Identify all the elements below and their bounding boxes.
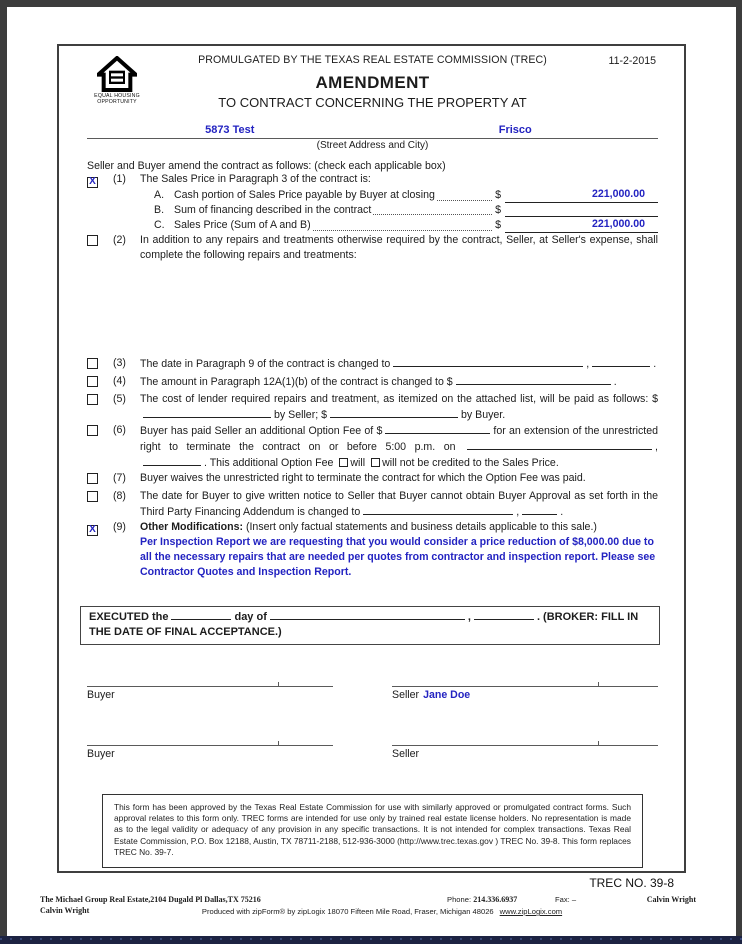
option-year-blank-field[interactable] [143, 455, 201, 466]
brokerage-name: The Michael Group Real Estate,2104 Dugald Pl Dallas,TX 75216 [40, 895, 261, 904]
executed-year-blank[interactable] [474, 609, 534, 620]
intro-line: Seller and Buyer amend the contract as follows: (check each applicable box) [87, 160, 446, 172]
paragraph-5-text-3: by Buyer. [461, 408, 506, 421]
paragraph-1-number: (1) [113, 173, 126, 185]
paragraph-2-number: (2) [113, 233, 126, 246]
paragraph-8 [87, 489, 658, 520]
period: . [653, 357, 657, 370]
document-page [7, 7, 736, 938]
will-not-label: will [382, 456, 397, 469]
produced-by-block [142, 907, 622, 916]
paragraph-2-text: In addition to any repairs and treatments otherwise required by the contract, Seller, at Seller's expense, shall complete the following repairs and treatments: [140, 233, 658, 261]
logo-caption-line2: OPPORTUNITY [97, 99, 137, 105]
executed-day-blank[interactable] [171, 609, 231, 620]
other-modifications-entry[interactable]: Per Inspection Report we are requesting that you would consider a price reduction of $8,000.00 due to all the necessary repairs that are needed per quotes from contractor and inspection report. Please see Contractor Quotes and Inspection Report. [140, 535, 656, 578]
checkbox-3[interactable] [87, 358, 98, 369]
option-date-blank-field[interactable] [467, 439, 652, 450]
fax-label: Fax: [555, 895, 570, 904]
row-c-text: Sales Price (Sum of A and B) [174, 219, 311, 231]
ziplogix-link[interactable]: www.zipLogix.com [499, 907, 563, 916]
paragraph-6-text-4: not be credited to the Sales Price. [399, 456, 559, 469]
address-caption: (Street Address and City) [316, 140, 429, 151]
paragraph-7 [87, 471, 658, 489]
form-subtitle: TO CONTRACT CONCERNING THE PROPERTY AT [218, 95, 527, 110]
fax-block [555, 895, 576, 904]
paragraph-9-number: (9) [113, 520, 126, 533]
fax-value: – [571, 895, 577, 904]
phone-label: Phone: [447, 895, 472, 904]
property-address-line [87, 124, 658, 139]
buyer-1-label: Buyer [87, 688, 115, 701]
checkbox-1[interactable] [87, 177, 98, 188]
form-title: AMENDMENT [315, 73, 430, 92]
paragraph-1-text: The Sales Price in Paragraph 3 of the contract is: [140, 173, 371, 185]
viewer-bottom-bar [0, 936, 742, 944]
option-fee-blank-field[interactable] [385, 423, 490, 434]
footer-line-2 [7, 906, 736, 918]
cash-portion-field[interactable]: 221,000.00 [505, 187, 658, 203]
equal-housing-house-icon [97, 56, 137, 92]
approval-date-blank-field[interactable] [363, 504, 513, 515]
equal-housing-logo [91, 56, 143, 105]
paragraph-4 [87, 374, 658, 392]
approval-year-blank-field[interactable] [522, 504, 557, 515]
repairs-entry-area[interactable] [87, 263, 658, 356]
sales-price-row-b [154, 203, 658, 218]
row-a-label: A. [154, 189, 165, 201]
produced-by-text: Produced with zipForm® by zipLogix 18070 Fifteen Mile Road, Fraser, Michigan 48026 [201, 907, 494, 916]
paragraph-7-text: Buyer waives the unrestricted right to terminate the contract for which the Option Fee was paid. [140, 471, 586, 484]
paragraph-1 [87, 172, 658, 233]
paragraph-6-text-2: for an extension of the unrestricted right to terminate the contract on or before 5:00 p.m. on [140, 424, 658, 453]
paragraph-5-text-1: The cost of lender required repairs and treatment, as itemized on the attached list, will be paid as follows: $ [140, 392, 658, 405]
paragraph-6-number: (6) [113, 423, 126, 436]
date-blank-field[interactable] [393, 356, 583, 367]
seller-name-value[interactable]: Jane Doe [423, 688, 471, 701]
paragraph-6 [87, 423, 658, 471]
signature-row-1 [87, 673, 658, 701]
paragraph-4-text: The amount in Paragraph 12A(1)(b) of the contract is changed to $ [140, 375, 453, 388]
buyer-2-signature-line[interactable] [87, 732, 333, 746]
seller-2-signature-line[interactable] [392, 732, 658, 746]
paragraph-3-text: The date in Paragraph 9 of the contract is changed to [140, 357, 391, 370]
row-b-label: B. [154, 203, 165, 216]
paragraph-8-number: (8) [113, 489, 126, 502]
checkbox-will-not[interactable] [371, 458, 380, 467]
dotted-leader [313, 222, 492, 231]
sales-price-row-c [154, 217, 658, 233]
checkbox-9[interactable] [87, 525, 98, 536]
sales-price-row-a [154, 187, 658, 203]
checkbox-8[interactable] [87, 491, 98, 502]
comma: , [467, 610, 471, 623]
checkbox-9-mark: X [89, 523, 96, 535]
buyer-cost-blank-field[interactable] [330, 407, 458, 418]
period: . [613, 375, 617, 388]
checkbox-5[interactable] [87, 394, 98, 405]
paragraph-3 [87, 356, 658, 374]
buyer-1-signature-line[interactable] [87, 673, 333, 687]
checkbox-2[interactable] [87, 235, 98, 246]
city-value[interactable]: Frisco [498, 124, 532, 136]
checkbox-will[interactable] [339, 458, 348, 467]
checkbox-7[interactable] [87, 473, 98, 484]
dollar-sign: $ [495, 189, 501, 201]
seller-cost-blank-field[interactable] [143, 407, 271, 418]
paragraph-4-number: (4) [113, 374, 126, 387]
seller-1-signature-line[interactable] [392, 673, 658, 687]
period: . [560, 505, 564, 518]
comma: , [655, 440, 658, 453]
row-a-text: Cash portion of Sales Price payable by Buyer at closing [174, 189, 435, 201]
phone-block [447, 895, 517, 904]
paragraph-9 [87, 520, 658, 580]
other-modifications-label: Other Modifications: [140, 520, 243, 533]
seller-1-label: Seller [392, 688, 420, 701]
executed-text-2: day of [234, 610, 267, 623]
promulgated-line: PROMULGATED BY THE TEXAS REAL ESTATE COMMISSION (TREC) [198, 54, 547, 66]
paragraph-6-text-3: . This additional Option Fee [204, 456, 334, 469]
paragraph-5-text-2: by Seller; $ [274, 408, 327, 421]
form-revision-date: 11-2-2015 [608, 55, 656, 67]
row-b-text: Sum of financing described in the contract [174, 203, 372, 216]
year-blank-field[interactable] [592, 356, 650, 367]
paragraph-7-number: (7) [113, 471, 126, 484]
form-border-box [57, 44, 686, 873]
executed-box [80, 606, 660, 645]
paragraph-6-text-1: Buyer has paid Seller an additional Option Fee of $ [140, 424, 383, 437]
paragraph-9-text: (Insert only factual statements and business details applicable to this sale.) [245, 520, 597, 533]
executed-text-1: EXECUTED the [89, 610, 169, 623]
logo-caption-line1: EQUAL HOUSING [94, 93, 140, 99]
dotted-leader [437, 192, 492, 201]
seller-2-label: Seller [392, 747, 420, 760]
row-c-label: C. [154, 219, 165, 231]
checkbox-4[interactable] [87, 376, 98, 387]
paragraph-2 [87, 233, 658, 263]
dollar-sign: $ [495, 203, 501, 216]
paragraph-3-number: (3) [113, 356, 126, 369]
dollar-sign: $ [495, 219, 501, 231]
trec-form-number: TREC NO. 39-8 [589, 876, 674, 890]
trec-approval-disclaimer: This form has been approved by the Texas Real Estate Commission for use with similarly approved or promulgated contract forms. Such approval relates to this form only. TREC forms are intended for use only by trained real estate license holders. No representation is made as to the legal validity or adequacy of any provision in any specific transactions. It is not intended for complex transactions. Texas Real Estate Commission, P.O. Box 12188, Austin, TX 78711-2188, 512-936-3000 (http://www.trec.texas.gov ) TREC No. 39-8. This form replaces TREC No. 39-7. [102, 794, 643, 868]
paragraph-5 [87, 392, 658, 423]
dotted-leader [373, 206, 492, 215]
checkbox-6[interactable] [87, 425, 98, 436]
paragraph-8-text: The date for Buyer to give written notice to Seller that Buyer cannot obtain Buyer Approval as set forth in the Third Party Financing Addendum is changed to [140, 489, 658, 518]
agent-name-left: Calvin Wright [40, 906, 90, 915]
buyer-2-label: Buyer [87, 747, 115, 760]
executed-month-blank[interactable] [270, 609, 465, 620]
agent-name-right: Calvin Wright [646, 895, 696, 904]
phone-value: 214.336.6937 [473, 895, 518, 904]
signature-row-2 [87, 732, 658, 760]
form-header [87, 54, 658, 110]
paragraph-5-number: (5) [113, 392, 126, 405]
sales-price-field[interactable]: 221,000.00 [505, 217, 658, 233]
will-label: will [350, 456, 366, 469]
street-address-value[interactable]: 5873 Test [205, 124, 255, 136]
amount-blank-field[interactable] [456, 374, 611, 385]
comma: , [516, 505, 520, 518]
comma: , [586, 357, 590, 370]
checkbox-1-mark: X [89, 176, 96, 187]
executed-text-3: . (BROKER: FILL IN THE DATE OF FINAL ACCEPTANCE.) [89, 610, 639, 638]
